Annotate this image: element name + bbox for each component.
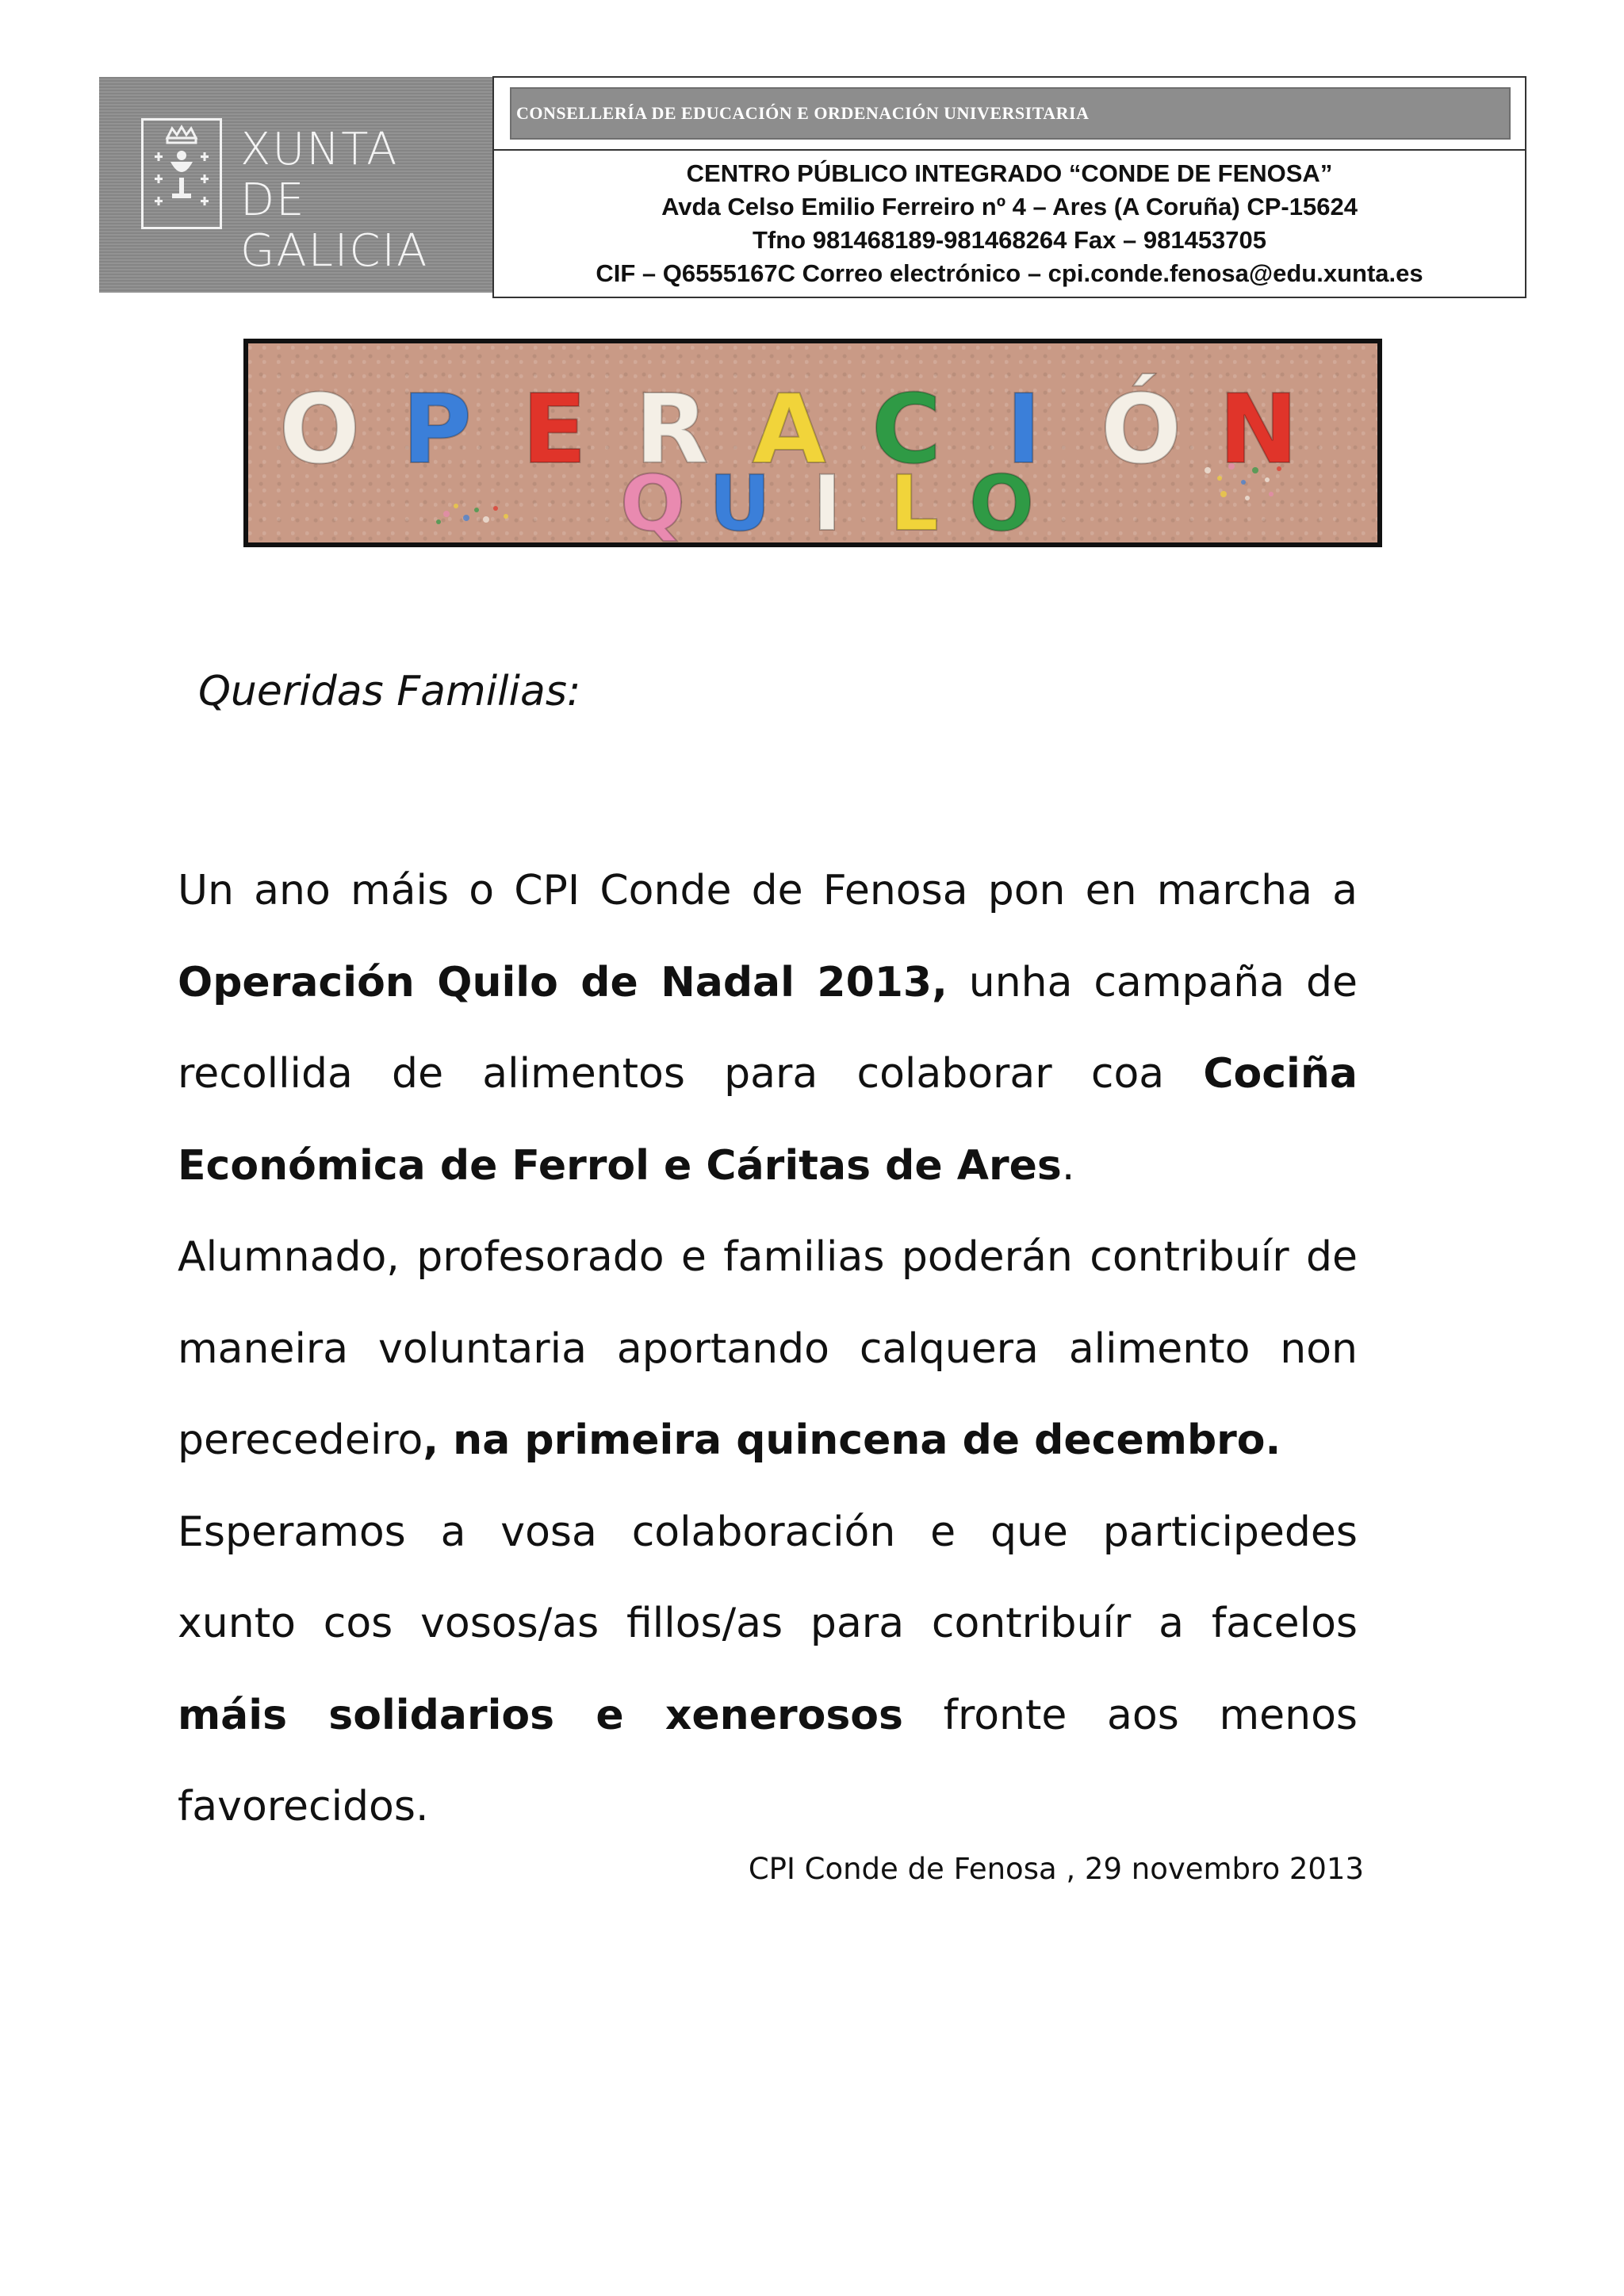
banner-top-letter-2: P <box>402 375 472 485</box>
operacion-quilo-banner <box>243 339 1382 547</box>
banner-bottom-letter-3: I <box>813 459 841 542</box>
school-name: CENTRO PÚBLICO INTEGRADO “CONDE DE FENOSA” <box>686 159 1333 187</box>
p3-text-2: fronte aos menos favorecidos. <box>178 1691 1358 1830</box>
banner-top-letter-5: A <box>752 375 826 485</box>
ministry-name: CONSELLERÍA DE EDUCACIÓN E ORDENACIÓN UNIVERSITARIA <box>516 103 1090 123</box>
letter-greeting: Queridas Familias: <box>198 668 581 715</box>
p1-bold-beneficiaries: Cociña Económica de Ferrol e Cáritas de Ares <box>178 1050 1358 1190</box>
banner-bottom-letter-4: L <box>890 459 939 542</box>
xunta-logo-text <box>240 125 493 277</box>
xunta-logo <box>99 77 493 293</box>
school-address: Avda Celso Emilio Ferreiro nº 4 – Ares (A Coruña) CP-15624 <box>661 193 1358 220</box>
p1-text-3: . <box>1061 1141 1075 1190</box>
banner-top-letter-8: Ó <box>1100 375 1182 485</box>
banner-top-letter-4: R <box>634 375 709 485</box>
logo-line-2: DE GALICIA <box>240 174 429 277</box>
banner-bottom-letter-1: Q <box>620 459 685 542</box>
school-info-box <box>492 76 1526 298</box>
banner-bottom-letter-5: O <box>969 459 1034 542</box>
paragraph-2 <box>178 1212 1358 1487</box>
banner-bottom-letter-2: U <box>709 459 771 542</box>
banner-top-letter-9: N <box>1218 375 1299 485</box>
ministry-band <box>510 87 1511 140</box>
banner-letters-graphic <box>248 343 1377 542</box>
p1-bold-campaign: Operación Quilo de Nadal 2013, <box>178 958 948 1006</box>
school-phones: Tfno 981468189-981468264 Fax – 981453705 <box>752 226 1267 254</box>
p2-text-1: Alumnado, profesorado e familias poderán contribuír de maneira voluntaria aportando calquera alimento non perecedeiro <box>178 1233 1358 1464</box>
speckle-patch-left <box>436 504 508 524</box>
logo-line-1: XUNTA <box>240 124 399 175</box>
p2-bold-dates: , na primeira quincena de decembro. <box>423 1416 1281 1464</box>
p1-text-1: Un ano máis o CPI Conde de Fenosa pon en marcha a <box>178 867 1358 914</box>
paragraph-1 <box>178 845 1358 1212</box>
p1-text-2: unha campaña de recollida de alimentos para colaborar coa <box>178 958 1358 1098</box>
p3-bold-values: máis solidarios e xenerosos <box>178 1691 903 1739</box>
school-details <box>494 157 1525 290</box>
banner-top-letter-7: I <box>1005 375 1042 485</box>
banner-top-letter-3: E <box>522 375 587 485</box>
letter-body <box>178 845 1358 1853</box>
school-cif-email: CIF – Q6555167C Correo electrónico – cpi.conde.fenosa@edu.xunta.es <box>596 259 1423 287</box>
paragraph-3 <box>178 1487 1358 1853</box>
banner-top-letter-1: O <box>278 375 361 485</box>
letter-signature: CPI Conde de Fenosa , 29 novembro 2013 <box>748 1852 1364 1886</box>
p3-text-1: Esperamos a vosa colaboración e que participedes xunto cos vosos/as fillos/as para contribuír a facelos <box>178 1508 1358 1647</box>
header-divider <box>494 149 1525 151</box>
galicia-emblem-icon <box>141 118 222 229</box>
banner-top-letter-6: C <box>871 375 942 485</box>
